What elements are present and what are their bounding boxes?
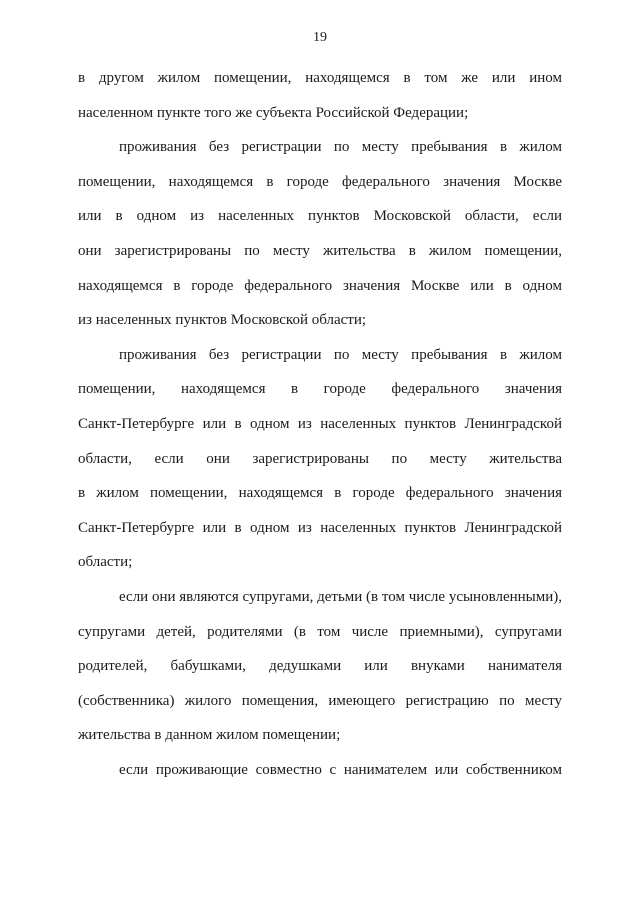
text-line: жительства в данном жилом помещении; [78,727,341,744]
text-line: проживания без регистрации по месту пребывания в жилом [119,346,562,363]
text-line: если они являются супругами, детьми (в том числе усыновленными), [119,588,562,605]
text-line: помещении, находящемся в городе федерального значения [78,381,562,398]
text-line: супругами детей, родителями (в том числе приемными), супругами [78,623,562,640]
text-line: в жилом помещении, находящемся в городе федерального значения [78,485,562,502]
text-line: родителей, бабушками, дедушками или внуками нанимателя [78,658,562,675]
text-line: в другом жилом помещении, находящемся в том же или ином [78,70,562,86]
text-line: находящемся в городе федерального значения Москве или в одном [78,277,562,294]
text-line: Санкт-Петербурге или в одном из населенных пунктов Ленинградской [78,519,562,536]
text-line: проживания без регистрации по месту пребывания в жилом [119,139,562,156]
text-line: области; [78,554,133,571]
document-body [78,61,562,787]
text-line: или в одном из населенных пунктов Московской области, если [78,208,562,225]
text-line: помещении, находящемся в городе федерального значения Москве [78,173,562,190]
text-line: Санкт-Петербурге или в одном из населенных пунктов Ленинградской [78,415,562,432]
text-line: если проживающие совместно с нанимателем или собственником [119,761,562,778]
text-line: области, если они зарегистрированы по месту жительства [78,450,562,467]
text-line: они зарегистрированы по месту жительства в жилом помещении, [78,242,562,259]
page-number: 19 [313,30,327,45]
text-line: из населенных пунктов Московской области; [78,312,367,329]
text-line: (собственника) жилого помещения, имеющего регистрацию по месту [78,692,562,709]
text-line: населенном пункте того же субъекта Российской Федерации; [78,104,469,121]
